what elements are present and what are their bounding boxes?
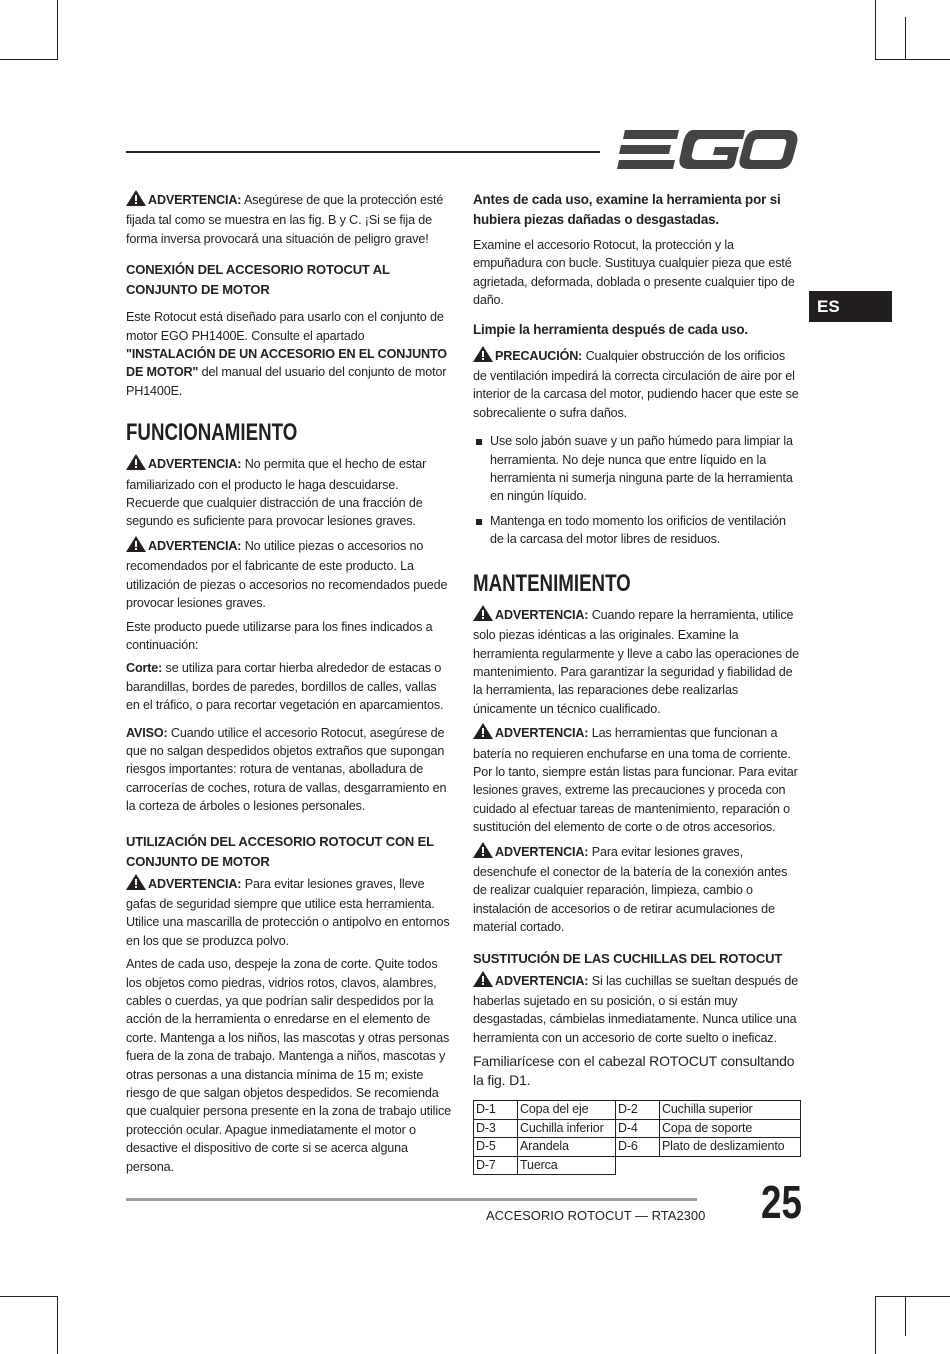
footer-rule [126,1198,697,1201]
section-title-operation: FUNCIONAMIENTO [126,419,298,447]
warning-triangle-icon [126,874,146,895]
warning-label: ADVERTENCIA: [495,844,589,859]
connection-text: Este Rotocut está diseñado para usarlo con el conjunto de motor EGO PH1400E. Consulte el apartado [126,310,444,343]
warning-text: No permita que el hecho de estar familiarizado con el producto le haga descuidarse. Recuerde que cualquier distracción de una fracción de segundo es suficiente para provocar lesiones graves. [126,457,427,529]
warning-label: ADVERTENCIA: [495,726,589,741]
crop-mark [875,1296,876,1354]
warning-text: Si las cuchillas se sueltan después de haberlas sujetado en su posición, o si están muy desgastadas, cámbielas inmediatamente. Nunca utilice una herramienta con un accesorio de corte suelto o ineficaz. [473,973,799,1045]
inspect-paragraph: Examine el accesorio Rotocut, la protección y la empuñadura con bucle. Sustituya cualquier pieza que esté agrietada, deformada, doblada o presente cualquier tipo de daño. [473,238,795,308]
table-cell: Cuchilla superior [660,1101,801,1120]
inspect-heading: Antes de cada uso, examine la herramienta por si hubiera piezas dañadas o desgastadas. [473,192,781,227]
section-title-maintenance: MANTENIMIENTO [473,569,631,597]
page-number: 25 [761,1176,802,1228]
warning-identical-parts [473,605,800,718]
table-cell: D-5 [474,1138,518,1157]
table-cell: Tuerca [518,1156,616,1175]
cleaning-list [473,432,800,548]
list-item: Use solo jabón suave y un paño húmedo para limpiar la herramienta. No deje nunca que entre líquido en la herramienta ni sumerja ninguna parte de la herramienta en ningún líquido. [473,432,800,506]
warning-parts [126,536,453,613]
table-row [474,1138,801,1157]
table-cell: D-7 [474,1156,518,1175]
table-cell: D-6 [616,1138,660,1157]
warning-loose-blades [473,971,800,1048]
warning-text: Asegúrese de que la protección esté fijada tal como se muestra en las fig. B y C. ¡Si se fija de forma inversa provocará una situación de peligro grave! [126,193,444,246]
section-heading-blades: SUSTITUCIÓN DE LAS CUCHILLAS DEL ROTOCUT [473,950,783,966]
notice-text: Cuando utilice el accesorio Rotocut, asegúrese de que no salgan despedidos objetos extraños que supongan riesgos importantes: rotura de ventanas, abolladura de carrocerías de coches, rotura de vallas, desgarramiento en la corteza de árboles o lesiones personales. [126,725,447,814]
table-cell: D-4 [616,1119,660,1138]
warning-label: ADVERTENCIA: [148,193,242,207]
warning-label: ADVERTENCIA: [495,973,589,988]
warning-triangle-icon [126,536,146,557]
language-tab: ES [809,291,892,322]
table-cell: D-2 [616,1101,660,1120]
table-cell: Arandela [518,1138,616,1157]
crop-mark [57,0,58,60]
warning-text: No utilice piezas o accesorios no recomendados por el fabricante de este producto. La utilización de piezas o accesorios no recomendados puede provocar lesiones graves. [126,538,448,611]
table-cell-empty [616,1156,660,1175]
crop-mark [0,59,58,60]
warning-triangle-icon [473,842,493,863]
crop-mark [57,1296,58,1354]
footer-title: ACCESORIO ROTOCUT — RTA2300 [486,1208,706,1223]
warning-triangle-icon [473,346,493,367]
crop-mark [875,1296,950,1297]
warning-text: Las herramientas que funcionan a batería no requieren enchufarse en una toma de corriente. Por lo tanto, siempre están listas para funcionar. Para evitar lesiones graves, extreme las precauciones y proceda con cuidado al efectuar tareas de mantenimiento, reparación o sustitución del elemento de corte o de otros accesorios. [473,726,798,835]
warning-guard-fitting [126,190,453,248]
crop-mark [905,17,906,60]
crop-mark [875,0,876,60]
ego-logo [617,128,799,177]
table-cell: D-3 [474,1119,518,1138]
warning-triangle-icon [126,454,146,475]
header-rule [126,151,600,153]
right-column [473,190,800,1175]
warning-triangle-icon [473,723,493,744]
warning-familiarity [126,454,453,531]
table-cell: Copa de soporte [660,1119,801,1138]
warning-text: Para evitar lesiones graves, desenchufe el conector de la batería de la conexión antes de realizar cualquier reparación, limpieza, cambio o instalación de accesorios o de retirar acumulaciones de material cortado. [473,844,788,935]
warning-triangle-icon [473,971,493,992]
table-cell: Copa del eje [518,1101,616,1120]
precaution-ventilation [473,346,800,423]
left-column [126,190,453,1181]
table-cell: D-1 [474,1101,518,1120]
crop-mark [875,59,950,60]
warning-text: Cuando repare la herramienta, utilice solo piezas idénticas a las originales. Examine la herramienta regularmente y lleve a cabo las operaciones de mantenimiento. Para garantizar la seguridad y fiabilidad de la herramienta, las reparaciones debe realizarlas únicamente un técnico cualificado. [473,607,799,716]
table-cell: Cuchilla inferior [518,1119,616,1138]
warning-triangle-icon [126,190,146,211]
precaution-text: Cualquier obstrucción de los orificios de ventilación impedirá la correcta circulación de aire por el interior de la carcasa del motor, pudiendo hacer que este se sobrecaliente o sufra daños. [473,348,799,420]
table-cell-empty [660,1156,801,1175]
warning-eye-protection [126,874,453,951]
warning-label: ADVERTENCIA: [148,538,242,553]
uses-intro: Este producto puede utilizarse para los fines indicados a continuación: [126,619,433,652]
warning-battery-ready [473,723,800,836]
use-text: se utiliza para cortar hierba alrededor de estacas o barandillas, bordes de paredes, bordillos de calles, vallas en el tráfico, o para recortar vegetación en aparcamientos. [126,661,444,713]
list-item: Mantenga en todo momento los orificios de ventilación de la carcasa del motor libres de residuos. [473,512,800,549]
head-intro: Familiarícese con el cabezal ROTOCUT consultando la fig. D1. [473,1053,795,1089]
warning-text: Para evitar lesiones graves, lleve gafas de seguridad siempre que utilice esta herramienta. Utilice una mascarilla de protección o antipolvo en entornos en los que se produzca polvo. [126,876,450,948]
parts-table [473,1100,801,1175]
clean-heading: Limpie la herramienta después de cada uso. [473,321,749,337]
table-row [474,1101,801,1120]
clear-area-paragraph: Antes de cada uso, despeje la zona de corte. Quite todos los objetos como piedras, vidrios rotos, clavos, alambres, cables o cuerdas, ya que podrían salir despedidos por la acción de la herramienta o enredarse en el elemento de corte. Mantenga a los niños, las mascotas y otras personas fuera de la zona de trabajo. Mantenga a niños, mascotas y otras personas a una distancia mínima de 15 m; existe riesgo de que salgan objetos despedidos. Se recomienda que cualquier persona presente en la zona de trabajo utilice protección ocular. Apague inmediatamente el motor o desactive el dispositivo de corte si se acerca alguna persona. [126,957,451,1174]
use-label: Corte: [126,661,163,676]
warning-label: ADVERTENCIA: [148,457,242,472]
use-cutting [126,659,453,714]
warning-label: ADVERTENCIA: [148,876,242,891]
notice [126,724,453,816]
section-heading-connection: CONEXIÓN DEL ACCESORIO ROTOCUT AL CONJUNTO DE MOTOR [126,262,390,298]
warning-triangle-icon [473,605,493,626]
crop-mark [0,1296,58,1297]
warning-label: ADVERTENCIA: [495,607,589,622]
warning-disconnect-battery [473,842,800,937]
crop-mark [905,1296,906,1336]
table-row [474,1119,801,1138]
connection-reference: "INSTALACIÓN DE UN ACCESORIO EN EL CONJUNTO DE MOTOR" [126,347,447,380]
precaution-label: PRECAUCIÓN: [495,348,583,363]
connection-paragraph [126,308,453,400]
table-row [474,1156,801,1175]
table-cell: Plato de deslizamiento [660,1138,801,1157]
connection-text-end: del manual del usuario del conjunto de motor PH1400E. [126,365,447,398]
notice-label: AVISO: [126,725,168,740]
section-heading-use: UTILIZACIÓN DEL ACCESORIO ROTOCUT CON EL CONJUNTO DE MOTOR [126,833,434,869]
